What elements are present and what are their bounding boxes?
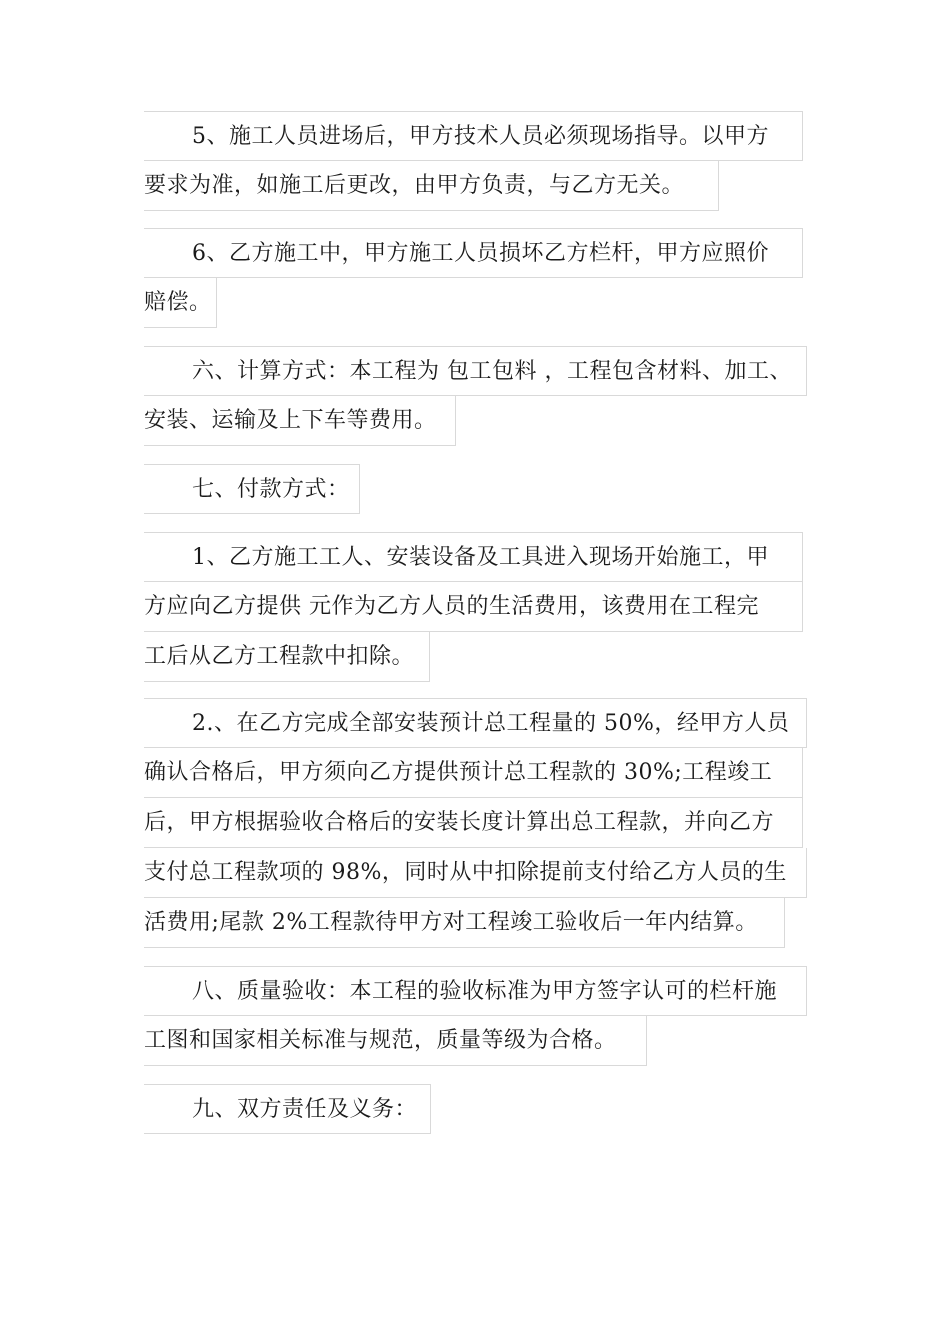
paragraph-clause-6 bbox=[144, 228, 809, 328]
text-line: 支付总工程款项的 98%，同时从中扣除提前支付给乙方人员的生 bbox=[144, 848, 807, 898]
text-line: 6、乙方施工中，甲方施工人员损坏乙方栏杆，甲方应照价 bbox=[144, 228, 803, 278]
paragraph-section-9-responsibilities bbox=[144, 1084, 809, 1134]
text-line: 2.、在乙方完成全部安装预计总工程量的 50%，经甲方人员 bbox=[144, 698, 807, 748]
text-line: 六、计算方式：本工程为 包工包料 ，工程包含材料、加工、 bbox=[144, 346, 807, 396]
text-line: 确认合格后，甲方须向乙方提供预计总工程款的 30%;工程竣工 bbox=[144, 748, 803, 798]
paragraph-section-8-quality bbox=[144, 966, 809, 1066]
text-line: 九、双方责任及义务： bbox=[144, 1084, 431, 1134]
paragraph-section-7-payment bbox=[144, 464, 809, 514]
paragraph-section-6-calculation bbox=[144, 346, 809, 446]
text-line: 赔偿。 bbox=[144, 278, 217, 328]
paragraph-clause-5 bbox=[144, 111, 809, 211]
paragraph-payment-2 bbox=[144, 698, 809, 948]
text-line: 安装、运输及上下车等费用。 bbox=[144, 396, 456, 446]
text-line: 1、乙方施工工人、安装设备及工具进入现场开始施工，甲 bbox=[144, 532, 803, 582]
paragraph-payment-1 bbox=[144, 532, 809, 682]
text-line: 后，甲方根据验收合格后的安装长度计算出总工程款，并向乙方 bbox=[144, 798, 803, 848]
text-line: 工图和国家相关标准与规范，质量等级为合格。 bbox=[144, 1016, 647, 1066]
text-line: 七、付款方式： bbox=[144, 464, 360, 514]
text-line: 工后从乙方工程款中扣除。 bbox=[144, 632, 430, 682]
text-line: 活费用;尾款 2%工程款待甲方对工程竣工验收后一年内结算。 bbox=[144, 898, 785, 948]
text-line: 方应向乙方提供 元作为乙方人员的生活费用，该费用在工程完 bbox=[144, 582, 803, 632]
text-line: 八、质量验收：本工程的验收标准为甲方签字认可的栏杆施 bbox=[144, 966, 807, 1016]
text-line: 要求为准，如施工后更改，由甲方负责，与乙方无关。 bbox=[144, 161, 719, 211]
text-line: 5、施工人员进场后，甲方技术人员必须现场指导。以甲方 bbox=[144, 111, 803, 161]
